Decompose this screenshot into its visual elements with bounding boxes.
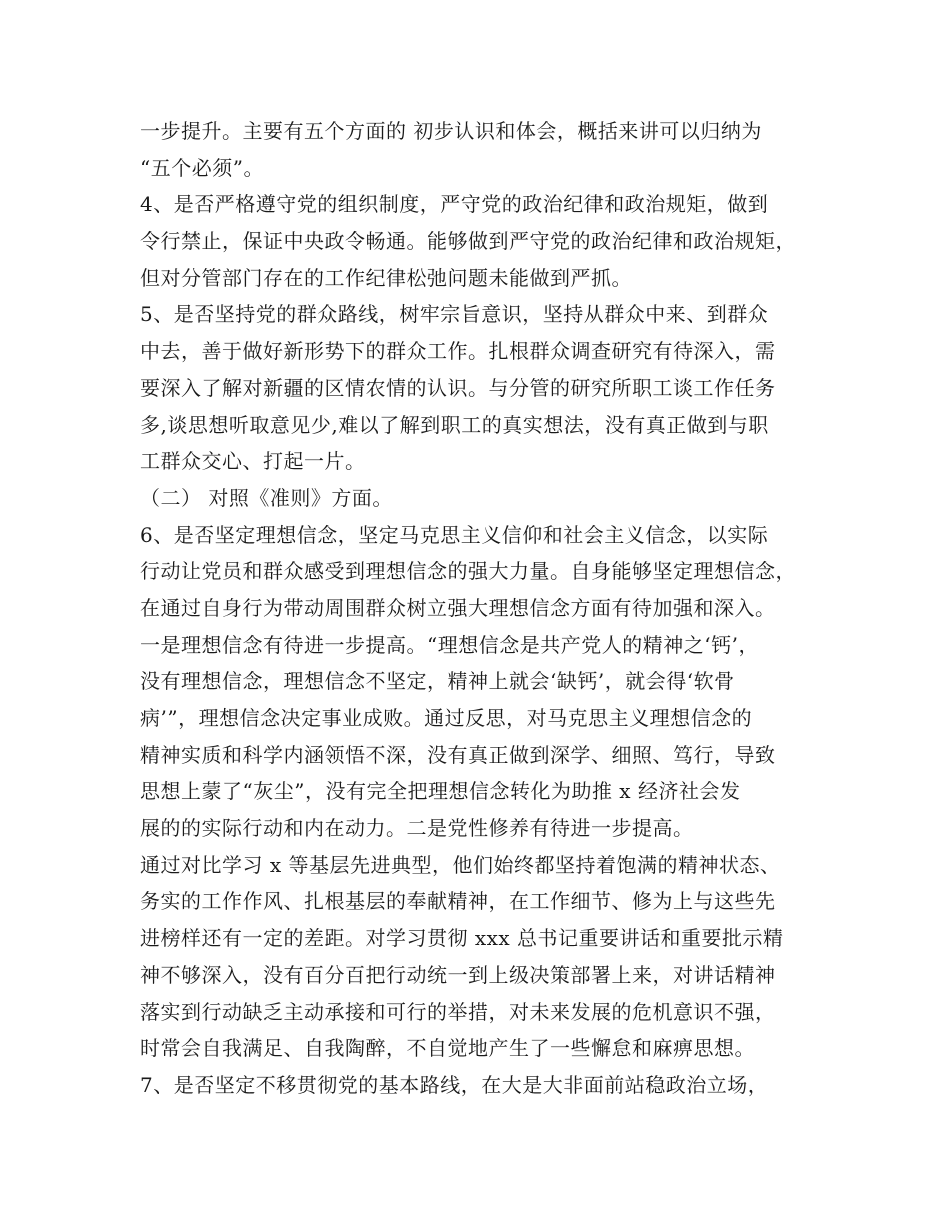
text-line: 令行禁止，保证中央政令畅通。能够做到严守党的政治纪律和政治规矩， [140,229,796,254]
text-line: 7、是否坚定不移贯彻党的基本路线，在大是大非面前站稳政治立场， [140,1072,769,1097]
text-line: 没有理想信念，理想信念不坚定，精神上就会‘缺钙’，就会得‘软骨 [140,669,735,694]
text-line: 要深入了解对新疆的区情农情的认识。与分管的研究所职工谈工作任务 [140,375,776,400]
text-line: 落实到行动缺乏主动承接和可行的举措，对未来发展的危机意识不强， [140,999,776,1024]
text-line: 展的的实际行动和内在动力。二是党性修养有待进一步提高。 [140,816,694,841]
text-line: 6、是否坚定理想信念，坚定马克思主义信仰和社会主义信念，以实际 [140,522,769,547]
text-line: 通过对比学习 x 等基层先进典型，他们始终都坚持着饱满的精神状态、 [140,852,781,877]
text-line: 思想上蒙了“灰尘”，没有完全把理想信念转化为助推 x 经济社会发 [140,779,741,804]
text-line: 但对分管部门存在的工作纪律松弛问题未能做到严抓。 [140,265,632,290]
text-line: 神不够深入，没有百分百把行动统一到上级决策部署上来，对讲话精神 [140,962,776,987]
text-line: 在通过自身行为带动周围群众树立强大理想信念方面有待加强和深入。 [140,595,776,620]
document-body [140,113,840,1104]
text-line: 一步提升。主要有五个方面的 初步认识和体会，概括来讲可以归纳为 [140,119,762,143]
text-line: 务实的工作作风、扎根基层的奉献精神，在工作细节、修为上与这些先 [140,889,776,914]
text-line: 4、是否严格遵守党的组织制度，严守党的政治纪律和政治规矩，做到 [140,192,769,217]
text-line: “五个必须”。 [140,155,264,180]
text-line: 时常会自我满足、自我陶醉，不自觉地产生了一些懈怠和麻痹思想。 [140,1036,755,1061]
text-line: 病’”，理想信念决定事业成败。通过反思，对马克思主义理想信念的 [140,706,753,730]
text-line: 5、是否坚持党的群众路线，树牢宗旨意识，坚持从群众中来、到群众 [140,302,769,327]
text-line: 中去，善于做好新形势下的群众工作。扎根群众调查研究有待深入，需 [140,339,776,364]
text-line: 行动让党员和群众感受到理想信念的强大力量。自身能够坚定理想信念， [140,559,796,584]
section-heading: （二） 对照《准则》方面。 [140,485,393,510]
text-line: 一是理想信念有待进一步提高。“理想信念是共产党人的精神之‘钙’， [140,632,759,657]
text-line: 精神实质和科学内涵领悟不深，没有真正做到深学、细照、笃行，导致 [140,742,776,767]
text-line: 进榜样还有一定的差距。对学习贯彻 xxx 总书记重要讲话和重要批示精 [140,926,784,951]
text-line: 多,谈思想听取意见少,难以了解到职工的真实想法，没有真正做到与职 [140,412,769,437]
text-line: 工群众交心、打起一片。 [140,449,366,474]
